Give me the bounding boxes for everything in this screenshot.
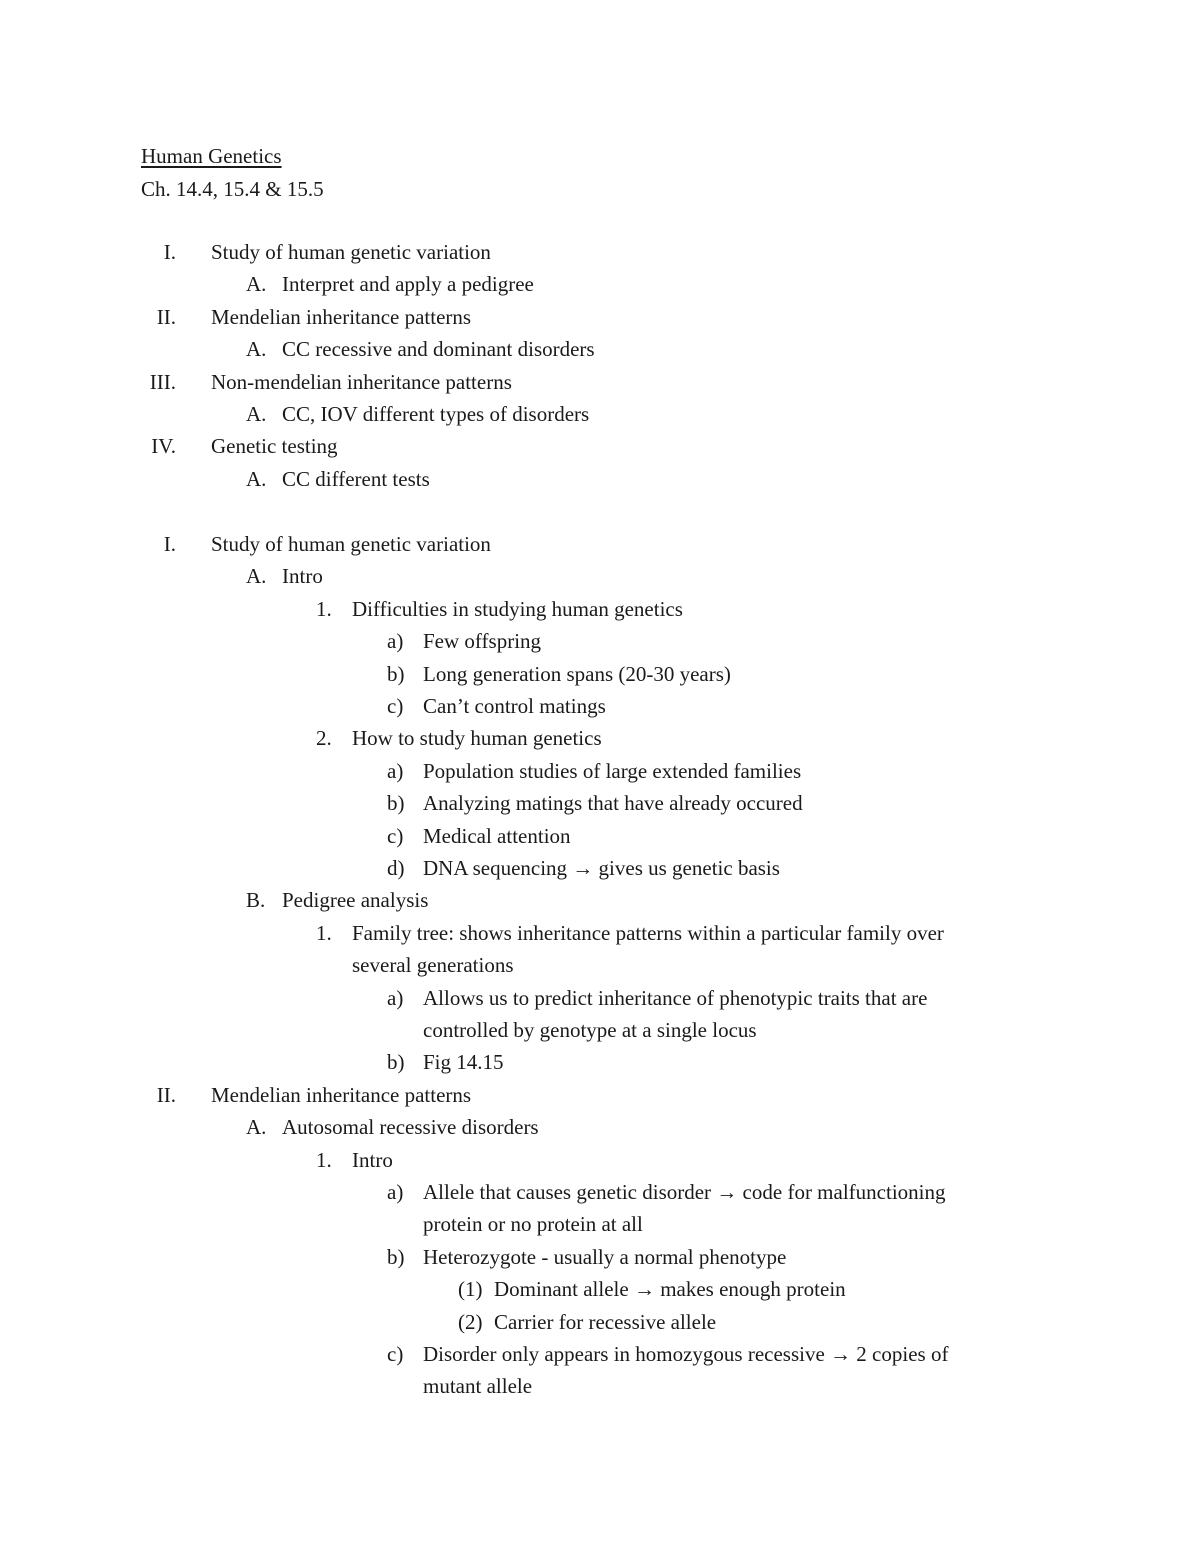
- subsection-text: Intro: [282, 564, 323, 589]
- subitem-marker: a): [387, 758, 404, 783]
- subitem-text: Population studies of large extended families: [423, 758, 802, 783]
- detail-marker: (1): [458, 1277, 483, 1302]
- subsection-marker: B.: [246, 888, 266, 913]
- subitem-marker: a): [387, 985, 404, 1010]
- section-text: Mendelian inheritance patterns: [211, 1082, 472, 1107]
- subitem-marker: b): [387, 1050, 405, 1075]
- document-title: Human Genetics: [141, 144, 282, 168]
- subitem-marker: c): [387, 1342, 404, 1366]
- subitem-marker: c): [387, 823, 404, 848]
- item-marker: 1.: [316, 920, 332, 945]
- section-marker: II.: [156, 304, 176, 329]
- item-text: Family tree: shows inheritance patterns within a particular family over: [352, 920, 944, 945]
- subitem-text: Few offspring: [423, 629, 542, 654]
- subitem-text: Allele that causes genetic disorder → code for malfunctioning: [423, 1180, 946, 1204]
- item-marker: 1.: [316, 1147, 332, 1172]
- subitem-text: Allows us to predict inheritance of phenotypic traits that are: [423, 985, 928, 1010]
- subitem-marker: b): [387, 661, 405, 686]
- subsection-text: CC different tests: [282, 466, 430, 491]
- item-text: Intro: [352, 1147, 393, 1172]
- subitem-text: controlled by genotype at a single locus: [423, 1018, 757, 1042]
- subitem-marker: a): [387, 1180, 404, 1204]
- chapter-reference: Ch. 14.4, 15.4 & 15.5: [141, 177, 324, 201]
- section-marker: IV.: [151, 434, 176, 459]
- subitem-text: Long generation spans (20-30 years): [423, 661, 731, 686]
- section-text: Mendelian inheritance patterns: [211, 304, 472, 329]
- section-text: Study of human genetic variation: [211, 532, 491, 556]
- subitem-text: Heterozygote - usually a normal phenotype: [423, 1244, 787, 1269]
- subitem-text: Analyzing matings that have already occured: [423, 791, 803, 816]
- subsection-marker: A.: [246, 272, 267, 297]
- subsection-text: Autosomal recessive disorders: [282, 1115, 539, 1140]
- item-text: How to study human genetics: [352, 726, 602, 751]
- subsection-marker: A.: [246, 1115, 267, 1140]
- subitem-marker: b): [387, 791, 405, 816]
- section-marker: I.: [163, 240, 176, 264]
- section-text: Non-mendelian inheritance patterns: [211, 369, 512, 394]
- subitem-text: Can’t control matings: [423, 694, 606, 718]
- subitem-marker: c): [387, 694, 404, 718]
- subitem-text: DNA sequencing → gives us genetic basis: [423, 856, 780, 880]
- item-marker: 1.: [316, 596, 332, 621]
- subitem-text: protein or no protein at all: [423, 1212, 643, 1237]
- subitem-text: mutant allele: [423, 1374, 533, 1399]
- subsection-marker: A.: [246, 466, 267, 491]
- section-marker: III.: [149, 369, 176, 394]
- item-marker: 2.: [316, 726, 332, 751]
- item-text: Difficulties in studying human genetics: [352, 596, 683, 621]
- section-text: Study of human genetic variation: [211, 240, 491, 264]
- subsection-marker: A.: [246, 337, 267, 362]
- subitem-marker: b): [387, 1244, 405, 1269]
- subsection-marker: A.: [246, 564, 267, 589]
- item-text: several generations: [352, 953, 514, 978]
- subitem-marker: d): [387, 856, 405, 880]
- section-marker: II.: [156, 1082, 176, 1107]
- subsection-marker: A.: [246, 402, 267, 426]
- subitem-marker: a): [387, 629, 404, 654]
- detail-text: Carrier for recessive allele: [494, 1309, 717, 1334]
- detail-marker: (2): [458, 1309, 483, 1334]
- subsection-text: CC, IOV different types of disorders: [282, 402, 590, 426]
- section-marker: I.: [163, 532, 176, 556]
- subitem-text: Medical attention: [423, 823, 571, 848]
- subitem-text: Fig 14.15: [423, 1050, 504, 1075]
- subsection-text: Pedigree analysis: [282, 888, 429, 913]
- subitem-text: Disorder only appears in homozygous recessive → 2 copies of: [423, 1342, 949, 1366]
- subsection-text: CC recessive and dominant disorders: [282, 337, 595, 362]
- section-text: Genetic testing: [211, 434, 338, 459]
- subsection-text: Interpret and apply a pedigree: [282, 272, 534, 297]
- detail-text: Dominant allele → makes enough protein: [494, 1277, 846, 1302]
